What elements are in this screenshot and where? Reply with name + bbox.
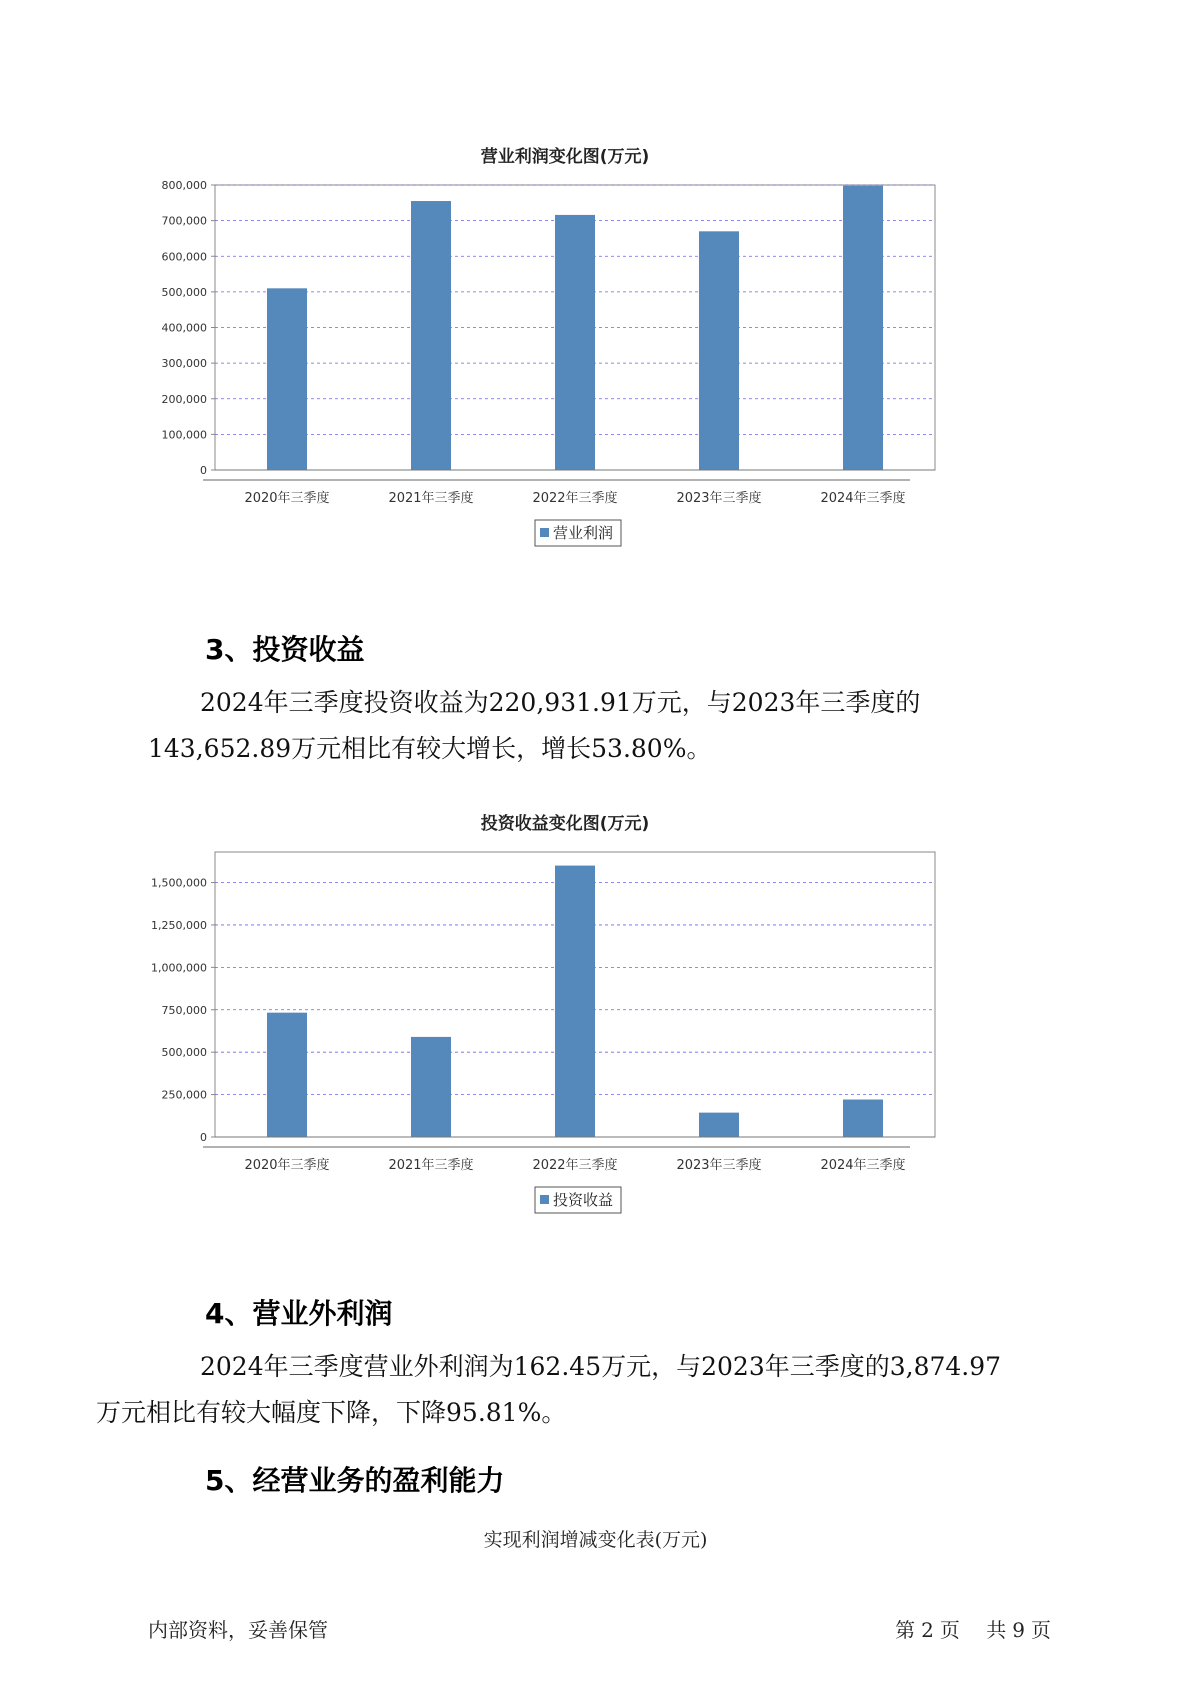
y-tick-label: 0 — [200, 464, 207, 477]
section-3-line-1: 2024年三季度投资收益为220,931.91万元，与2023年三季度的 — [200, 688, 921, 717]
y-tick-label: 600,000 — [161, 250, 207, 264]
bar-5 — [843, 186, 883, 470]
section-4-paragraph — [96, 1344, 1048, 1436]
legend-swatch — [540, 1195, 549, 1204]
section-5-heading: 5、经营业务的盈利能力 — [205, 1464, 505, 1497]
footer-page-number — [889, 1614, 1051, 1643]
y-tick-label: 750,000 — [161, 1003, 207, 1017]
investment-income-chart — [140, 807, 1040, 1262]
footer-confidential-note: 内部资料，妥善保管 — [148, 1618, 328, 1642]
y-tick-label: 300,000 — [161, 357, 207, 371]
operating-profit-chart-svg — [140, 140, 1040, 595]
y-tick-label: 200,000 — [161, 392, 207, 406]
bar-1 — [267, 1013, 307, 1137]
chart-title: 营业利润变化图(万元) — [480, 147, 650, 167]
legend-label: 投资收益 — [553, 1191, 614, 1209]
investment-income-chart-svg — [140, 807, 1040, 1262]
section-4-heading: 4、营业外利润 — [205, 1297, 393, 1330]
bar-2 — [411, 1037, 451, 1137]
x-category-label: 2020年三季度 — [244, 491, 330, 506]
y-tick-label: 1,500,000 — [151, 876, 207, 890]
x-category-label: 2024年三季度 — [820, 1158, 906, 1173]
y-tick-label: 100,000 — [161, 428, 207, 442]
y-tick-label: 500,000 — [161, 1046, 207, 1060]
page-unit: 页 — [939, 1618, 960, 1642]
x-category-label: 2023年三季度 — [676, 1158, 762, 1173]
total-num: 9 — [1012, 1618, 1025, 1642]
total-unit: 页 — [1031, 1618, 1051, 1642]
x-category-label: 2022年三季度 — [532, 1158, 618, 1173]
bar-4 — [699, 1113, 739, 1137]
y-tick-label: 1,000,000 — [151, 961, 207, 975]
legend-label: 营业利润 — [553, 524, 614, 542]
bar-2 — [411, 201, 451, 470]
chart-title: 投资收益变化图(万元) — [480, 814, 650, 834]
x-category-label: 2023年三季度 — [676, 491, 762, 506]
table-caption: 实现利润增减变化表(万元) — [483, 1529, 708, 1551]
total-prefix: 共 — [986, 1618, 1007, 1642]
bar-5 — [843, 1100, 883, 1137]
x-category-label: 2020年三季度 — [244, 1158, 330, 1173]
y-tick-label: 700,000 — [161, 214, 207, 228]
y-tick-label: 1,250,000 — [151, 918, 207, 932]
page-prefix: 第 — [895, 1618, 916, 1642]
section-3-line-2: 143,652.89万元相比有较大增长，增长53.80%。 — [148, 734, 712, 763]
bar-1 — [267, 288, 307, 470]
x-category-label: 2024年三季度 — [820, 491, 906, 506]
section-4-line-1: 2024年三季度营业外利润为162.45万元，与2023年三季度的3,874.97 — [200, 1352, 1002, 1381]
y-tick-label: 0 — [200, 1131, 207, 1144]
y-tick-label: 400,000 — [161, 321, 207, 335]
x-category-label: 2021年三季度 — [388, 1158, 474, 1173]
y-tick-label: 250,000 — [161, 1088, 207, 1102]
section-4-line-2: 万元相比有较大幅度下降，下降95.81%。 — [96, 1398, 567, 1427]
y-tick-label: 800,000 — [161, 179, 207, 192]
x-category-label: 2021年三季度 — [388, 491, 474, 506]
x-category-label: 2022年三季度 — [532, 491, 618, 506]
bar-3 — [555, 866, 595, 1137]
bar-4 — [699, 231, 739, 470]
section-3-paragraph — [148, 680, 1048, 772]
operating-profit-chart — [140, 140, 1040, 595]
bar-3 — [555, 215, 595, 470]
legend-swatch — [540, 528, 549, 537]
page-num: 2 — [921, 1618, 934, 1642]
y-tick-label: 500,000 — [161, 285, 207, 299]
section-3-heading: 3、投资收益 — [205, 633, 365, 666]
